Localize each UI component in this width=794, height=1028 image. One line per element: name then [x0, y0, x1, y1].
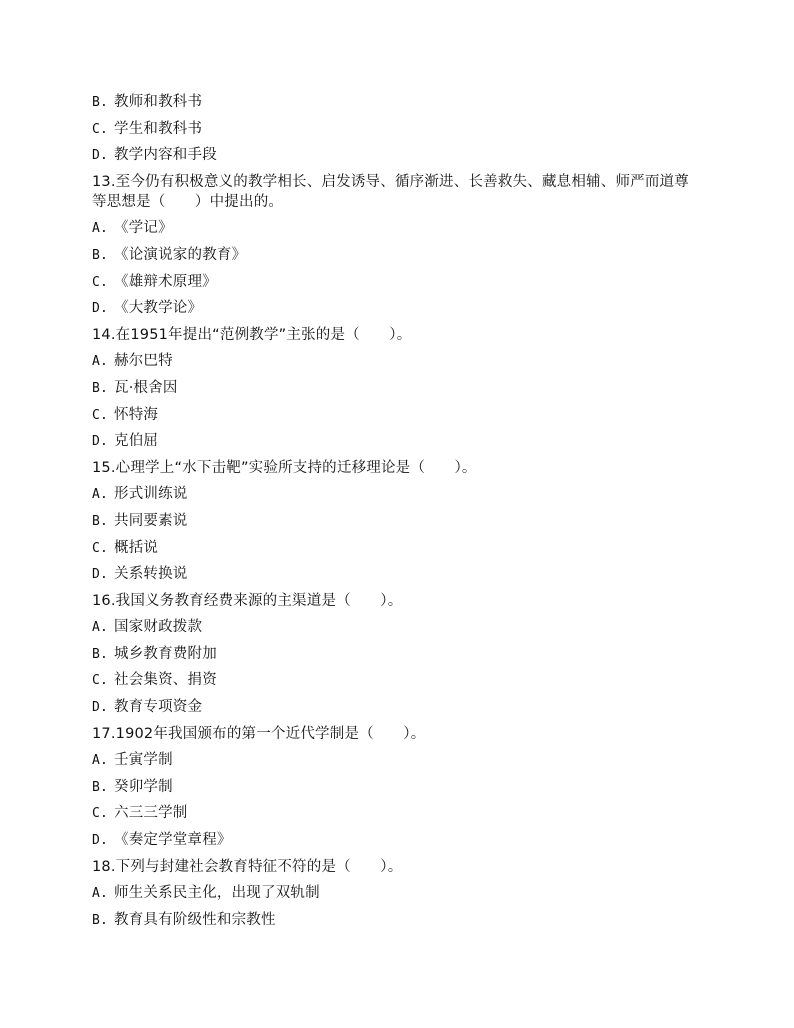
question-17: 17.1902年我国颁布的第一个近代学制是（ ）。: [92, 725, 426, 742]
option-line: [92, 431, 712, 451]
option-letter: C.: [92, 274, 109, 290]
option-letter: C.: [92, 540, 109, 556]
option-letter: A.: [92, 753, 109, 769]
option-line: [92, 830, 712, 850]
option-text: 教育具有阶级性和宗教性: [114, 911, 276, 928]
option-letter: B.: [92, 95, 109, 110]
option-letter: D.: [92, 434, 109, 450]
option-letter: C.: [92, 121, 109, 137]
option-line: [92, 405, 712, 425]
option-text: 学生和教科书: [114, 120, 203, 137]
option-text: 关系转换说: [114, 566, 188, 583]
option-text: 《奏定学堂章程》: [114, 832, 232, 849]
option-line: [92, 145, 712, 165]
option-letter: A.: [92, 487, 109, 503]
option-text: 《大教学论》: [114, 300, 203, 317]
option-text: 癸卯学制: [114, 778, 173, 795]
option-letter: B.: [92, 779, 109, 795]
option-text: 《学记》: [114, 220, 173, 237]
option-text: 形式训练说: [114, 486, 188, 503]
question-16: 16.我国义务教育经费来源的主渠道是（ ）。: [92, 592, 403, 609]
option-text: 社会集资、捐资: [114, 672, 217, 689]
option-letter: D.: [92, 148, 109, 164]
option-letter: A.: [92, 354, 109, 370]
option-text: 赫尔巴特: [114, 353, 173, 370]
option-text: 师生关系民主化，出现了双轨制: [114, 885, 320, 902]
option-text: 教师和教科书: [114, 94, 203, 110]
option-letter: A.: [92, 620, 109, 636]
option-line: [92, 484, 712, 504]
option-line: [92, 670, 712, 690]
option-letter: D.: [92, 700, 109, 716]
option-letter: C.: [92, 806, 109, 822]
option-line: [92, 538, 712, 558]
option-text: 瓦·根舍因: [114, 379, 178, 396]
option-text: 克伯屈: [114, 433, 159, 450]
option-line: [92, 298, 712, 318]
option-text: 六三三学制: [114, 805, 188, 822]
option-letter: B.: [92, 380, 109, 396]
option-line: [92, 218, 712, 238]
option-text: 怀特海: [114, 406, 159, 423]
option-letter: B.: [92, 912, 109, 928]
option-text: 教育专项资金: [114, 699, 203, 716]
option-letter: D.: [92, 833, 109, 849]
option-text: 共同要素说: [114, 512, 188, 529]
option-letter: B.: [92, 247, 109, 263]
option-line: [92, 697, 712, 717]
option-line: [92, 511, 712, 531]
option-letter: A.: [92, 221, 109, 237]
option-line: [92, 564, 712, 584]
option-letter: D.: [92, 301, 109, 317]
option-letter: D.: [92, 567, 109, 583]
question-15: 15.心理学上“水下击靶”实验所支持的迁移理论是（ ）。: [92, 459, 477, 476]
option-line: [92, 92, 712, 112]
option-line: [92, 910, 712, 930]
option-line: [92, 272, 712, 292]
option-text: 壬寅学制: [114, 752, 173, 769]
option-letter: B.: [92, 646, 109, 662]
option-line: [92, 644, 712, 664]
option-line: [92, 750, 712, 770]
question-18: 18.下列与封建社会教育特征不符的是（ ）。: [92, 858, 403, 875]
option-line: [92, 119, 712, 139]
option-line: [92, 883, 712, 903]
option-line: [92, 245, 712, 265]
option-letter: B.: [92, 513, 109, 529]
option-text: 国家财政拨款: [114, 619, 203, 636]
option-text: 城乡教育费附加: [114, 645, 217, 662]
option-text: 教学内容和手段: [114, 147, 217, 164]
option-line: [92, 378, 712, 398]
option-letter: A.: [92, 886, 109, 902]
option-text: 《论演说家的教育》: [114, 246, 247, 263]
option-text: 概括说: [114, 539, 159, 556]
option-text: 《雄辩术原理》: [114, 273, 217, 290]
page-content: [92, 92, 712, 936]
option-line: [92, 777, 712, 797]
question-14: 14.在1951年提出“范例教学”主张的是（ ）。: [92, 326, 412, 343]
option-line: [92, 351, 712, 371]
option-letter: C.: [92, 407, 109, 423]
question-13: 13.至今仍有积极意义的教学相长、启发诱导、循序渐进、长善救失、藏息相辅、师严而道尊等思想是（ ）中提出的。: [92, 173, 689, 210]
option-letter: C.: [92, 673, 109, 689]
option-line: [92, 803, 712, 823]
option-line: [92, 617, 712, 637]
